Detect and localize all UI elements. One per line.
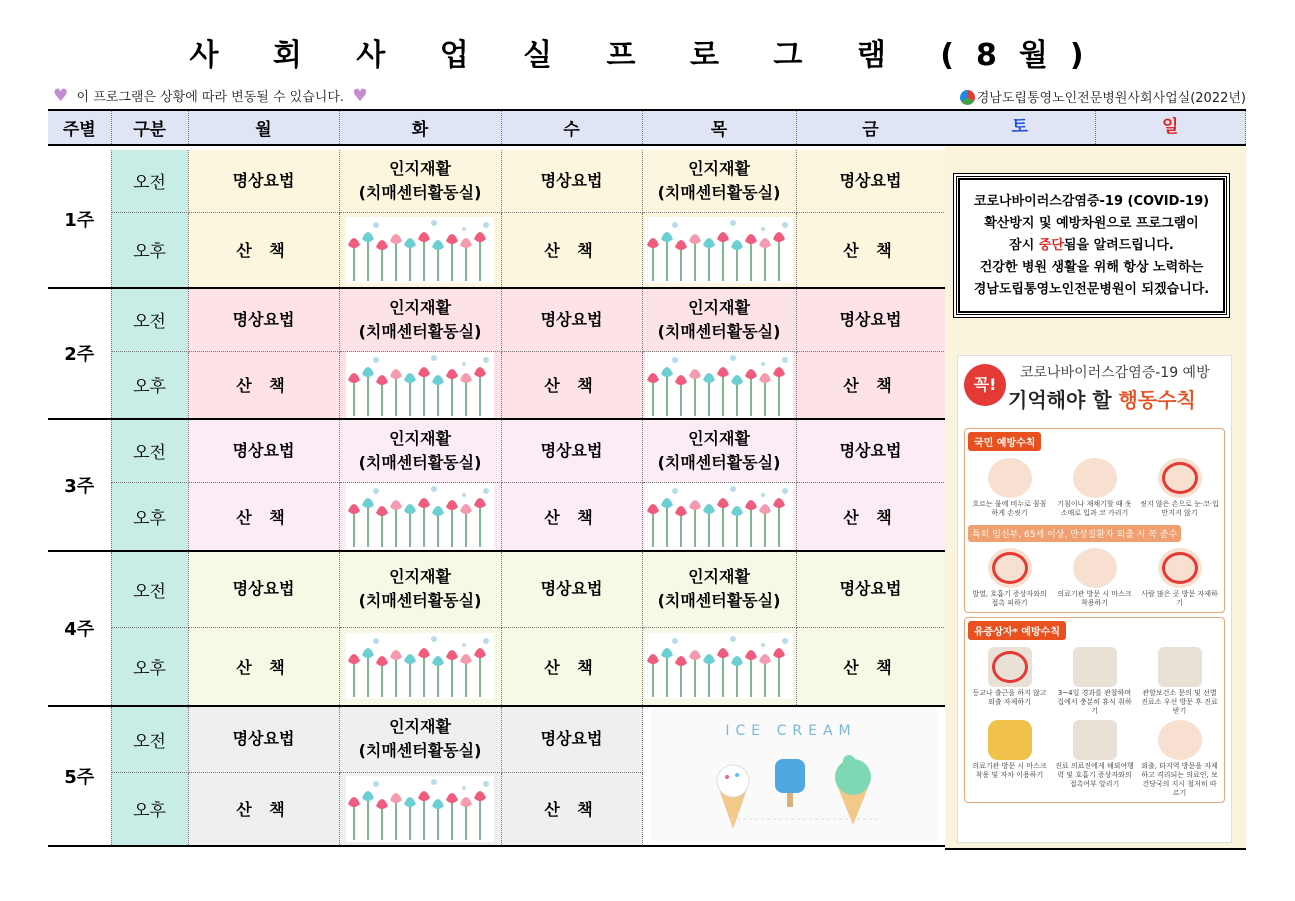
activity-cell: 산 책 <box>501 773 642 846</box>
table-row <box>48 288 945 351</box>
col-fri: 금 <box>796 110 945 145</box>
activity-cell: 명상요법 <box>796 551 945 628</box>
am-label: 오전 <box>111 288 188 351</box>
activity-cell: 산 책 <box>796 628 945 706</box>
flower-image <box>642 483 796 551</box>
poster-subtag: 특히 임신부, 65세 이상, 만성질환자 외출 시 꼭 준수 <box>968 525 1181 542</box>
am-label: 오전 <box>111 150 188 212</box>
poster-item: 진료 의료진에게 해외여행력 및 호흡기 증상자와의 접촉여부 알리기 <box>1054 720 1135 798</box>
poster-section-public <box>964 428 1225 613</box>
activity-cell: 산 책 <box>188 351 339 419</box>
poster-item: 의료기관 방문 시 마스크 착용 및 자차 이용하기 <box>969 720 1050 798</box>
notice <box>53 86 368 106</box>
clinic-icon <box>1158 647 1202 687</box>
sub-header <box>48 84 1246 106</box>
cough-icon <box>1073 458 1117 498</box>
covid-line: 경남도립통영노인전문병원이 되겠습니다. <box>973 282 1210 297</box>
poster-badge: 꼭! <box>964 364 1006 406</box>
poster-item: 기침이나 재채기할 때 옷소매로 입과 코 가리기 <box>1054 458 1135 518</box>
activity-cell: 명상요법 <box>796 419 945 483</box>
no-crowd-icon <box>1158 548 1202 588</box>
activity-cell: 명상요법 <box>188 419 339 483</box>
activity-cell: 산 책 <box>501 628 642 706</box>
col-mon: 월 <box>188 110 339 145</box>
poster-subtitle: 코로나바이러스감염증-19 예방 <box>1020 365 1210 381</box>
org-text: 경남도립통영노인전문병원사회사업실(2022년) <box>976 91 1246 106</box>
activity-cell: 명상요법 <box>796 150 945 212</box>
covid-line: 코로나바이러스감염증-19 (COVID-19) <box>973 194 1210 209</box>
covid-line: 잠시 중단됨을 알려드립니다. <box>1009 238 1174 253</box>
handwash-icon <box>988 458 1032 498</box>
poster-item: 3~4일 경과를 관찰하며 집에서 충분히 휴식 취하기 <box>1054 647 1135 716</box>
icecream-image <box>642 706 945 846</box>
activity-cell: 명상요법 <box>501 551 642 628</box>
poster-item: 의료기관 방문 시 마스크 착용하기 <box>1054 548 1135 608</box>
header-row <box>48 110 945 145</box>
icecream-illustration <box>651 707 937 841</box>
activity-cell: 명상요법 <box>501 288 642 351</box>
weekend-header <box>945 109 1246 146</box>
activity-cell: 산 책 <box>501 212 642 288</box>
avoid-contact-icon <box>988 548 1032 588</box>
col-thu: 목 <box>642 110 796 145</box>
activity-cell: 산 책 <box>501 483 642 551</box>
home-rest-icon <box>1073 647 1117 687</box>
poster-item: 사람 많은 곳 방문 자제하기 <box>1139 548 1220 608</box>
activity-cell: 산 책 <box>501 351 642 419</box>
pm-label: 오후 <box>111 628 188 706</box>
activity-cell: 명상요법 <box>188 551 339 628</box>
week-label: 3주 <box>48 419 111 551</box>
activity-cell: 산 책 <box>188 483 339 551</box>
covid-notice <box>953 173 1230 318</box>
activity-cell: 인지재활 (치매센터활동실) <box>642 288 796 351</box>
activity-cell: 명상요법 <box>188 150 339 212</box>
activity-cell: 산 책 <box>796 351 945 419</box>
activity-cell: 명상요법 <box>501 419 642 483</box>
am-label: 오전 <box>111 419 188 483</box>
flower-image <box>642 351 796 419</box>
activity-cell: 산 책 <box>188 212 339 288</box>
week-label: 4주 <box>48 551 111 706</box>
table-row <box>48 483 945 551</box>
activity-cell: 명상요법 <box>501 150 642 212</box>
icecream-text: ICE CREAM <box>724 722 857 739</box>
car-icon <box>988 720 1032 760</box>
pm-label: 오후 <box>111 212 188 288</box>
pm-label: 오후 <box>111 351 188 419</box>
pm-label: 오후 <box>111 773 188 846</box>
am-label: 오전 <box>111 551 188 628</box>
heart-icon: ♥ <box>53 86 69 106</box>
covid-poster <box>957 355 1232 843</box>
poster-item: 관할보건소 문의 및 선별진료소 우선 방문 후 진료받기 <box>1139 647 1220 716</box>
week-label: 5주 <box>48 706 111 846</box>
activity-cell: 인지재활 (치매센터활동실) <box>339 419 501 483</box>
flower-image <box>339 351 501 419</box>
poster-tag: 국민 예방수칙 <box>968 432 1041 451</box>
table-row <box>48 419 945 483</box>
flower-image <box>642 628 796 706</box>
activity-cell: 명상요법 <box>796 288 945 351</box>
activity-cell: 인지재활 (치매센터활동실) <box>642 551 796 628</box>
notice-text: 이 프로그램은 상황에 따라 변동될 수 있습니다. <box>76 90 345 105</box>
checklist-icon <box>1073 720 1117 760</box>
week-label: 2주 <box>48 288 111 419</box>
col-week: 주별 <box>48 110 111 145</box>
covid-line: 확산방지 및 예방차원으로 프로그램이 <box>984 216 1199 231</box>
col-wed: 수 <box>501 110 642 145</box>
col-sun: 일 <box>1096 111 1247 144</box>
table-row <box>48 706 945 773</box>
activity-cell: 인지재활 (치매센터활동실) <box>642 150 796 212</box>
no-touch-icon <box>1158 458 1202 498</box>
heart-icon: ♥ <box>352 86 368 106</box>
activity-cell: 인지재활 (치매센터활동실) <box>339 551 501 628</box>
activity-cell: 산 책 <box>796 483 945 551</box>
activity-cell: 산 책 <box>796 212 945 288</box>
poster-item: 씻지 않은 손으로 눈·코·입 만지지 않기 <box>1139 458 1220 518</box>
poster-item: 발열, 호흡기 증상자와의 접촉 피하기 <box>969 548 1050 608</box>
activity-cell: 인지재활 (치매센터활동실) <box>642 419 796 483</box>
pm-label: 오후 <box>111 483 188 551</box>
poster-item: 등교나 출근을 하지 않고 외출 자제하기 <box>969 647 1050 716</box>
table-row <box>48 351 945 419</box>
schedule-table <box>48 109 946 847</box>
activity-cell: 산 책 <box>188 773 339 846</box>
am-label: 오전 <box>111 706 188 773</box>
poster-title: 기억해야 할 행동수칙 <box>1008 388 1196 412</box>
col-tue: 화 <box>339 110 501 145</box>
flower-image <box>642 212 796 288</box>
col-sat: 토 <box>945 111 1096 144</box>
doctor-icon <box>1158 720 1202 760</box>
weekend-column <box>945 109 1246 850</box>
org-logo-icon <box>960 90 975 105</box>
table-row <box>48 212 945 288</box>
flower-image <box>339 212 501 288</box>
activity-cell: 인지재활 (치매센터활동실) <box>339 288 501 351</box>
mask-icon <box>1073 548 1117 588</box>
page-title: 사 회 사 업 실 프 로 그 램 (8월) <box>189 38 1106 73</box>
flower-image <box>339 773 501 846</box>
activity-cell: 명상요법 <box>501 706 642 773</box>
activity-cell: 인지재활 (치매센터활동실) <box>339 150 501 212</box>
flower-image <box>339 483 501 551</box>
org-label <box>960 87 1246 106</box>
activity-cell: 명상요법 <box>188 288 339 351</box>
poster-item: 외출, 타지역 방문을 자제하고 격리되는 의료인, 보건당국의 지시 철저히 따르기 <box>1139 720 1220 798</box>
poster-section-symptom <box>964 617 1225 803</box>
activity-cell: 산 책 <box>188 628 339 706</box>
poster-item: 흐르는 물에 비누로 꼼꼼하게 손씻기 <box>969 458 1050 518</box>
col-division: 구분 <box>111 110 188 145</box>
covid-line: 건강한 병원 생활을 위해 항상 노력하는 <box>979 260 1204 275</box>
no-commute-icon <box>988 647 1032 687</box>
table-row <box>48 150 945 212</box>
table-row <box>48 628 945 706</box>
flower-image <box>339 628 501 706</box>
week-label: 1주 <box>48 150 111 288</box>
poster-header <box>958 356 1231 424</box>
activity-cell: 인지재활 (치매센터활동실) <box>339 706 501 773</box>
table-row <box>48 551 945 628</box>
poster-tag: 유증상자* 예방수칙 <box>968 621 1066 640</box>
activity-cell: 명상요법 <box>188 706 339 773</box>
